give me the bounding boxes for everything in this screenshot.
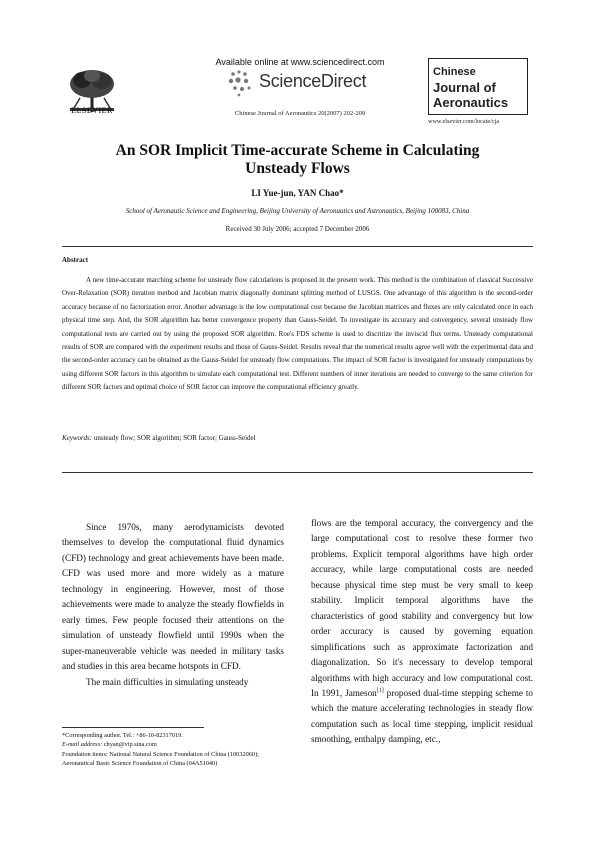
received-dates: Received 30 July 2006; accepted 7 December 2006 bbox=[225, 225, 370, 233]
email-line bbox=[62, 740, 288, 749]
body-paragraph: Since 1970s, many aerodynamicists devoted themselves to develop the computational fluid dynamics (CFD) technology and great achievements have been made. CFD was used more and more widely as a mature technology in engineering. However, most of those achievements were made to analyze the steady flowfields in early times. Few people focused their attentions on the simulation of unsteady flowfield until 1990s when the super-maneuverable vehicle was needed in military tasks and studies in this area became hotspots in CFD. bbox=[62, 522, 284, 672]
journal-name-line1: Chinese bbox=[433, 66, 476, 78]
article-title bbox=[60, 142, 535, 178]
divider bbox=[62, 472, 533, 473]
sciencedirect-logo bbox=[227, 68, 377, 98]
available-online-text: Available online at www.sciencedirect.com bbox=[215, 57, 385, 67]
abstract-text: A new time-accurate marching scheme for unsteady flow calculations is proposed in the present work. This method is the combination of classical Successive Over-Relaxation (SOR) iteration method and Jacobian matrix diagonally dominant splitting method of LUSGS. One advantage of this algorithm is the second-order accuracy because of no factorization error. Another advantage is the low computational cost because the Jacobian matrices and fluxes are only calculated once in each physical time step. And, the SOR algorithm has better convergence property than Gauss-Seidel. To investigate its accuracy and convergency, several unsteady flow computational tests are carried out by using the proposed SOR algorithm. Roe's FDS scheme is used to discritize the inviscid flux terms. Unsteady computational results of SOR are compared with the experiment results and those of Gauss-Seidel. Results reveal that the numerical results agree well with the experimental data and the second-order accuracy can be obtained as the Gauss-Seidel for unsteady flow computations. The impact of SOR factor is investigated for unsteady computations by using different SOR factors in this algorithm to simulate each computational test. Different numbers of inner iterations are needed to converge to the same criterion for different SOR factors and optimal choice of SOR factor can improve the computational efficiency greatly. bbox=[62, 276, 533, 392]
body-paragraph: The main difficulties in simulating unsteady bbox=[86, 676, 249, 687]
authors: LI Yue-jun, YAN Chao* bbox=[251, 188, 344, 198]
journal-name-line3: Aeronautics bbox=[433, 95, 509, 110]
affiliation: School of Aeronautic Science and Engineering, Beijing University of Aeronautics and Astronautics, Beijing 100083, China bbox=[125, 207, 470, 215]
footnote-divider bbox=[62, 727, 204, 728]
email-label: E-mail address: bbox=[62, 741, 103, 749]
title-line-1: An SOR Implicit Time-accurate Scheme in Calculating bbox=[115, 142, 480, 159]
body-text: proposed dual-time stepping scheme to which the mature accelerating technologies in steady flow computation such as local time stepping, implicit residual smoothing, enthalpy damping, etc., bbox=[311, 687, 534, 745]
title-line-2: Unsteady Flows bbox=[245, 160, 350, 177]
body-text: flows are the temporal accuracy, the convergency and the large computational cost to resolve these former two problems. Explicit temporal algorithms have high order accuracy, while large computational costs are needed because physical time step must be very small to keep stability. Implicit temporal algorithms have the characteristics of good stability and convergency but low order accuracy is caused by governing equation simplifications such as approximate factorization and diagonalization. So it's necessary to develop temporal algorithms with high accuracy and low computational cost. In 1991, Jameson bbox=[311, 518, 533, 698]
body-column-left bbox=[62, 520, 284, 690]
journal-reference: Chinese Journal of Aeronautics 20(2007) 202-209 bbox=[234, 110, 366, 117]
keywords bbox=[62, 434, 533, 442]
journal-name-line2: Journal of bbox=[433, 80, 496, 95]
publisher-name: ELSEVIER bbox=[71, 106, 113, 115]
body-paragraph bbox=[311, 516, 533, 748]
keywords-label: Keywords: bbox=[62, 434, 93, 442]
abstract-heading: Abstract bbox=[62, 256, 89, 264]
keywords-list: unsteady flow; SOR algorithm; SOR factor; Gauss-Seidel bbox=[93, 434, 256, 442]
email-address[interactable]: chyan@vip.sina.com bbox=[102, 741, 157, 749]
footnotes bbox=[62, 731, 288, 768]
citation-ref[interactable]: [1] bbox=[376, 687, 384, 694]
divider bbox=[62, 246, 533, 247]
body-column-right bbox=[311, 516, 533, 748]
journal-name-box bbox=[428, 58, 528, 115]
sciencedirect-wordmark: ScienceDirect bbox=[259, 71, 367, 91]
journal-url[interactable]: www.elsevier.com/locate/cja bbox=[428, 118, 500, 125]
foundation-items: Foundation items: National Natural Science Foundation of China (10032060); Aeronautical Basic Science Foundation of China (04A51040) bbox=[62, 750, 259, 767]
corresponding-author: *Corresponding author. Tel.: +86-10-82317019. bbox=[62, 732, 183, 739]
